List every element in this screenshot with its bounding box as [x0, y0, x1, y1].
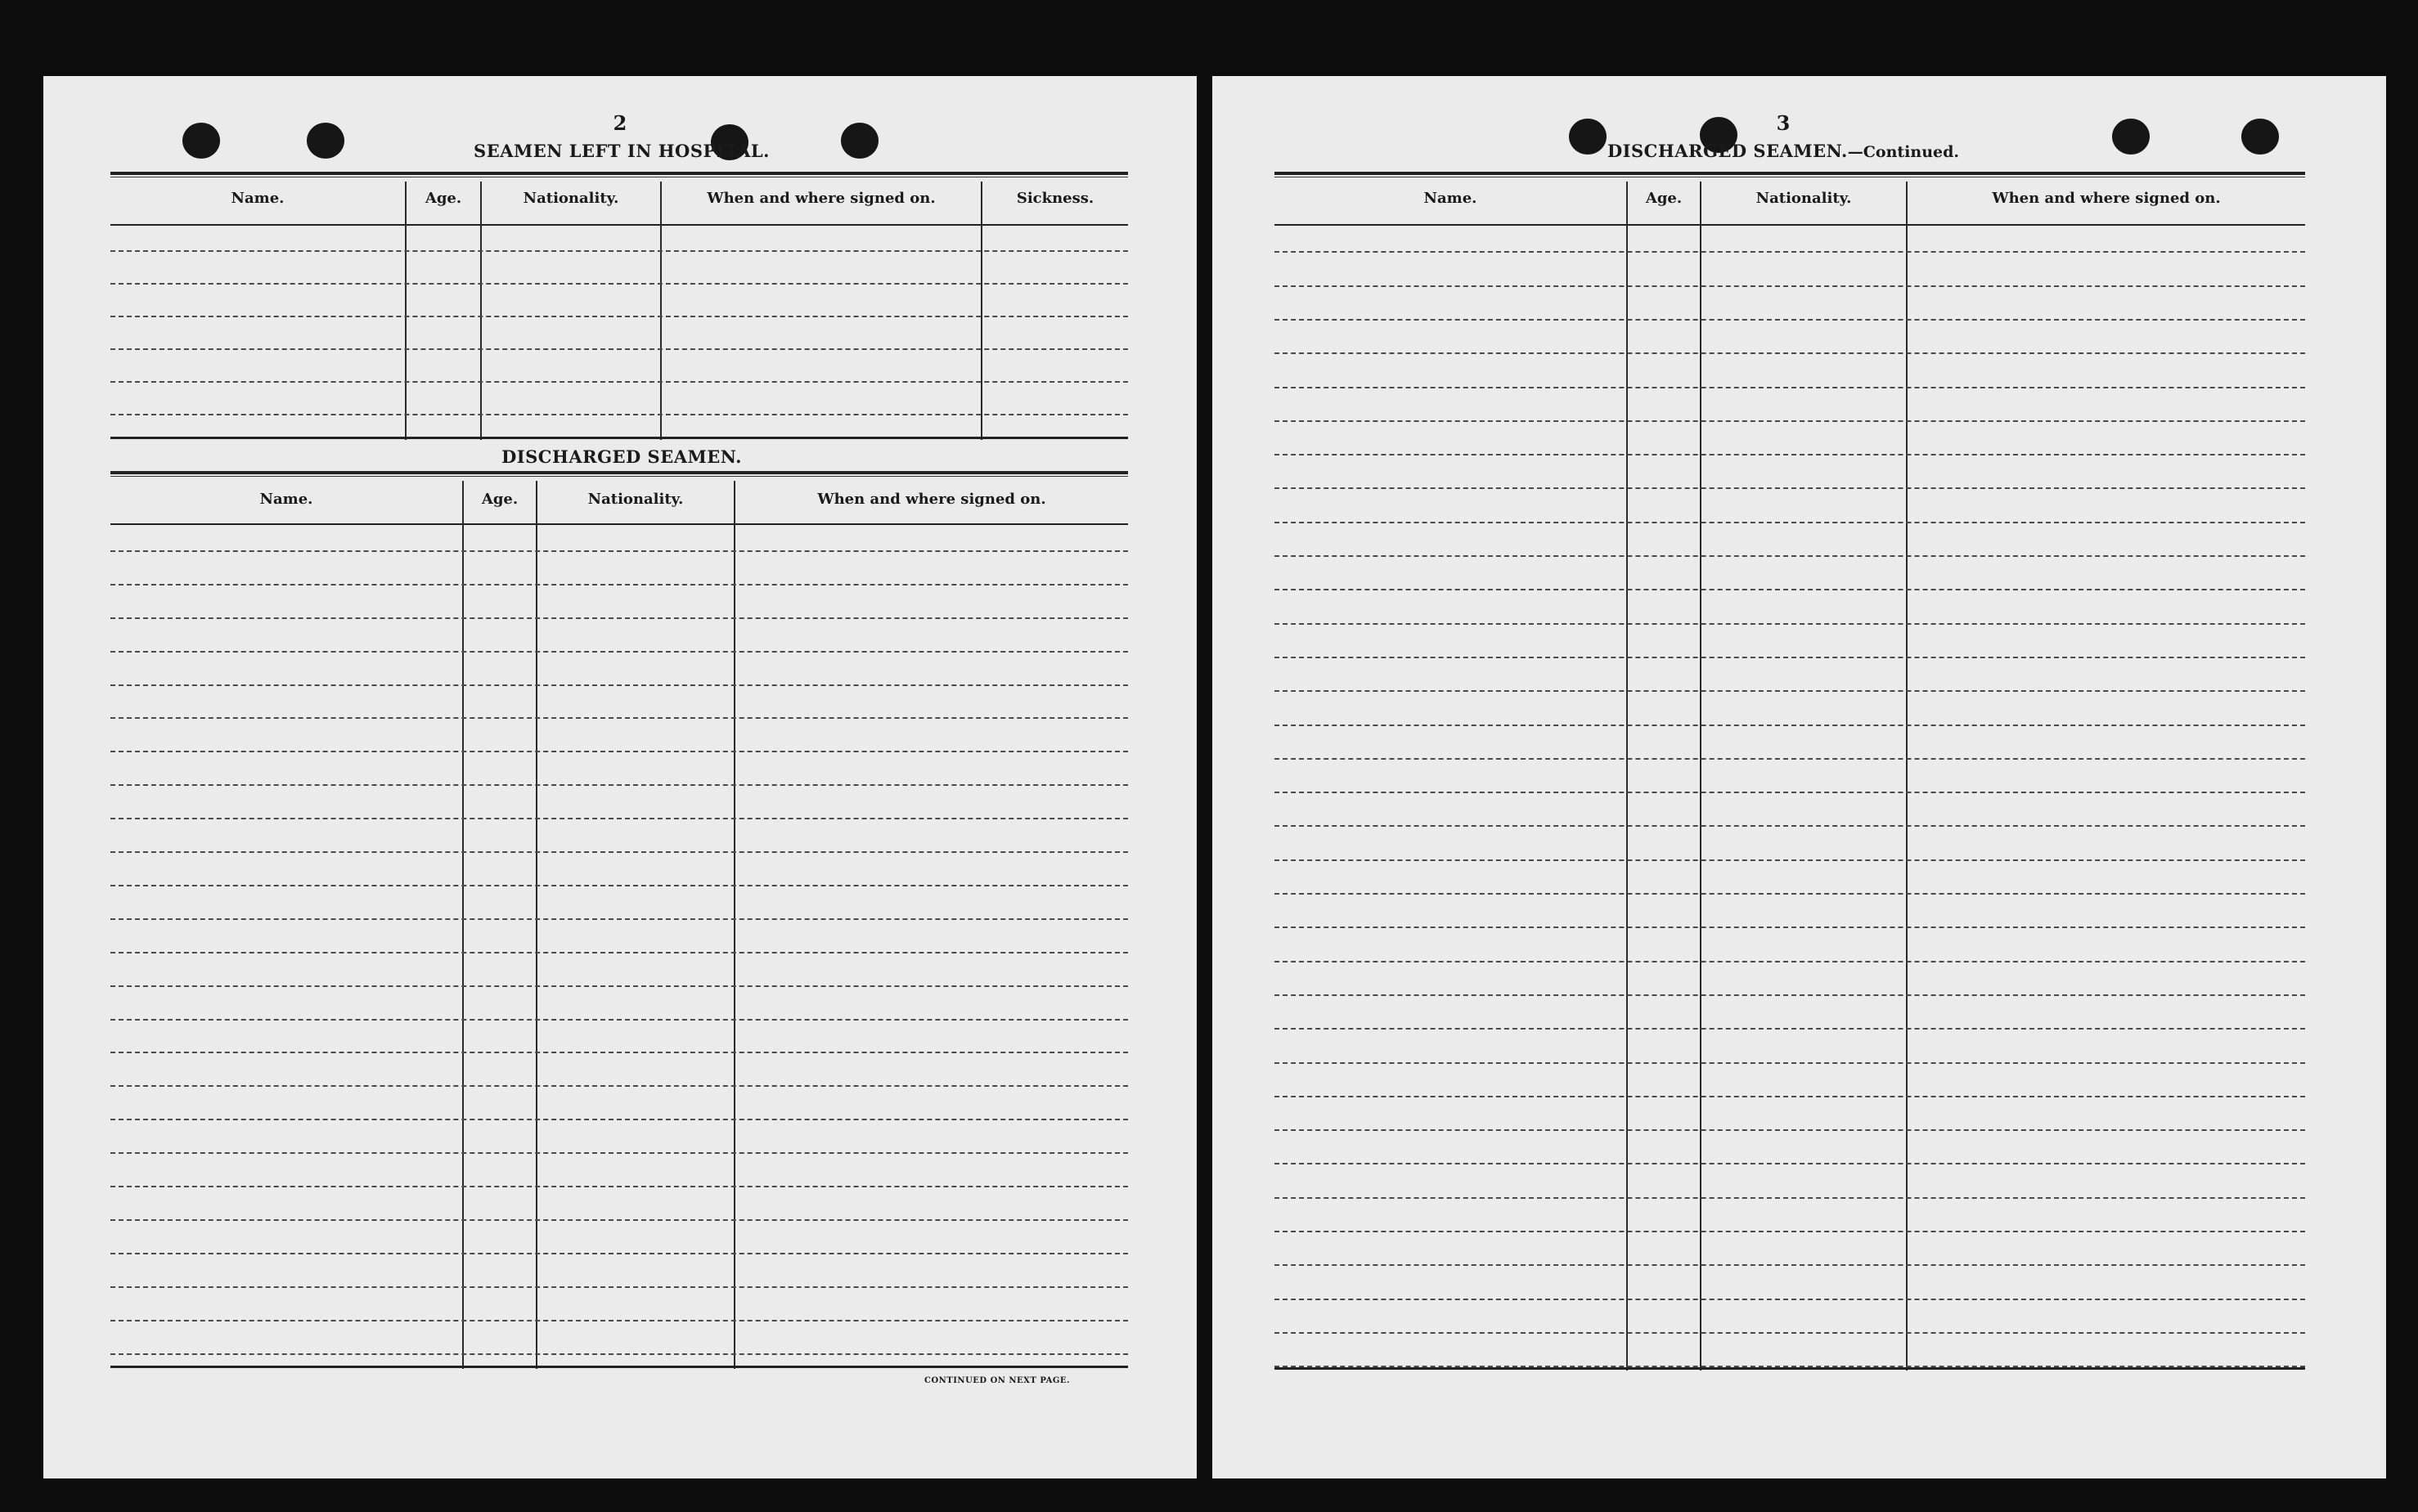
form-row-line	[110, 1286, 1128, 1288]
column-divider	[462, 481, 464, 1369]
form-row-line	[110, 851, 1128, 853]
form-row-line	[110, 283, 1128, 285]
form-row-line	[1274, 420, 2305, 422]
form-row-line	[1274, 859, 2305, 861]
form-row-line	[1274, 690, 2305, 692]
form-row-line	[1274, 555, 2305, 557]
form-row-line	[1274, 454, 2305, 455]
punch-hole	[2241, 119, 2279, 155]
form-row-line	[110, 316, 1128, 317]
column-header-nationality: Nationality.	[587, 491, 684, 508]
form-row-line	[1274, 994, 2305, 996]
header-rule	[110, 523, 1128, 525]
form-row-line	[1274, 1163, 2305, 1164]
form-row-line	[1274, 1231, 2305, 1232]
form-row-line	[110, 1052, 1128, 1053]
table-bottom-rule	[110, 437, 1128, 439]
form-row-line	[110, 617, 1128, 619]
table-bottom-rule	[1274, 1367, 2305, 1370]
column-divider	[1906, 182, 1908, 1371]
continued-note: CONTINUED ON NEXT PAGE.	[924, 1376, 1071, 1385]
table-top-rule	[110, 471, 1128, 474]
punch-hole	[182, 123, 220, 159]
column-divider	[1700, 182, 1701, 1371]
form-row-line	[110, 1152, 1128, 1154]
table-top-rule	[1274, 172, 2305, 175]
form-row-line	[1274, 1129, 2305, 1131]
punch-hole	[2112, 119, 2150, 155]
column-header-sickness: Sickness.	[1016, 190, 1094, 207]
form-row-line	[1274, 1366, 2305, 1367]
table-bottom-rule	[110, 1366, 1128, 1368]
form-row-line	[1274, 1332, 2305, 1334]
form-row-line	[110, 1186, 1128, 1187]
header-rule	[1274, 224, 2305, 226]
form-row-line	[1274, 1264, 2305, 1266]
column-header-name: Name.	[231, 190, 285, 207]
form-row-line	[1274, 725, 2305, 726]
form-row-line	[110, 818, 1128, 819]
form-row-line	[1274, 623, 2305, 625]
column-header-age: Age.	[481, 491, 519, 508]
form-row-line	[110, 717, 1128, 719]
column-divider	[660, 182, 662, 440]
form-row-line	[110, 1320, 1128, 1321]
form-row-line	[1274, 251, 2305, 253]
form-row-line	[110, 1085, 1128, 1087]
discharged-table	[110, 471, 1128, 1369]
form-row-line	[110, 550, 1128, 552]
form-row-line	[110, 918, 1128, 920]
table-top-rule	[110, 172, 1128, 175]
punch-hole	[307, 123, 344, 159]
hospital-section-title: SEAMEN LEFT IN HOSPITAL.	[474, 141, 770, 161]
form-row-line	[110, 1019, 1128, 1021]
form-row-line	[1274, 961, 2305, 962]
form-row-line	[1274, 792, 2305, 793]
column-header-age: Age.	[425, 190, 462, 207]
form-row-line	[110, 784, 1128, 786]
form-row-line	[110, 414, 1128, 415]
form-row-line	[1274, 758, 2305, 760]
column-header-nationality: Nationality.	[523, 190, 619, 207]
form-row-line	[1274, 657, 2305, 658]
form-row-line	[1274, 487, 2305, 489]
table-top-rule	[110, 476, 1128, 477]
form-row-line	[110, 952, 1128, 953]
discharged-continued-title	[1603, 141, 1963, 161]
form-row-line	[110, 1119, 1128, 1120]
form-row-line	[1274, 352, 2305, 354]
column-header-name: Name.	[1423, 190, 1477, 207]
form-row-line	[110, 1219, 1128, 1221]
form-row-line	[1274, 825, 2305, 827]
column-divider	[536, 481, 537, 1369]
discharged-section-title: DISCHARGED SEAMEN.	[501, 446, 742, 467]
column-header-signed-on: When and where signed on.	[1992, 190, 2221, 207]
form-row-line	[1274, 319, 2305, 321]
column-header-name: Name.	[259, 491, 313, 508]
form-row-line	[110, 584, 1128, 586]
form-row-line	[1274, 589, 2305, 590]
form-row-line	[1274, 522, 2305, 523]
column-divider	[734, 481, 735, 1369]
form-row-line	[1274, 1096, 2305, 1097]
form-row-line	[1274, 1299, 2305, 1300]
form-row-line	[110, 751, 1128, 752]
form-row-line	[110, 1253, 1128, 1254]
form-row-line	[1274, 387, 2305, 388]
form-row-line	[1274, 1197, 2305, 1199]
column-divider	[480, 182, 482, 440]
column-divider	[1626, 182, 1628, 1371]
column-header-signed-on: When and where signed on.	[817, 491, 1046, 508]
title-text: DISCHARGED SEAMEN.	[1607, 141, 1848, 161]
form-row-line	[110, 381, 1128, 383]
form-row-line	[1274, 893, 2305, 895]
form-row-line	[110, 250, 1128, 252]
form-row-line	[110, 885, 1128, 886]
column-header-age: Age.	[1645, 190, 1683, 207]
page-number-right: 3	[1776, 111, 1791, 135]
title-suffix: —Continued.	[1847, 143, 1960, 161]
punch-hole	[841, 123, 879, 159]
form-row-line	[1274, 926, 2305, 928]
form-row-line	[110, 684, 1128, 686]
column-header-nationality: Nationality.	[1755, 190, 1852, 207]
form-row-line	[110, 651, 1128, 653]
form-row-line	[110, 985, 1128, 987]
column-divider	[981, 182, 982, 440]
page-number-left: 2	[613, 111, 627, 135]
punch-hole	[1569, 119, 1607, 155]
column-divider	[405, 182, 407, 440]
form-row-line	[1274, 1062, 2305, 1064]
discharged-continued-table	[1274, 172, 2305, 1371]
header-rule	[110, 224, 1128, 226]
column-header-signed-on: When and where signed on.	[707, 190, 936, 207]
hospital-table	[110, 172, 1128, 440]
form-row-line	[110, 348, 1128, 350]
form-row-line	[1274, 1028, 2305, 1030]
form-row-line	[110, 1353, 1128, 1355]
form-row-line	[1274, 285, 2305, 287]
